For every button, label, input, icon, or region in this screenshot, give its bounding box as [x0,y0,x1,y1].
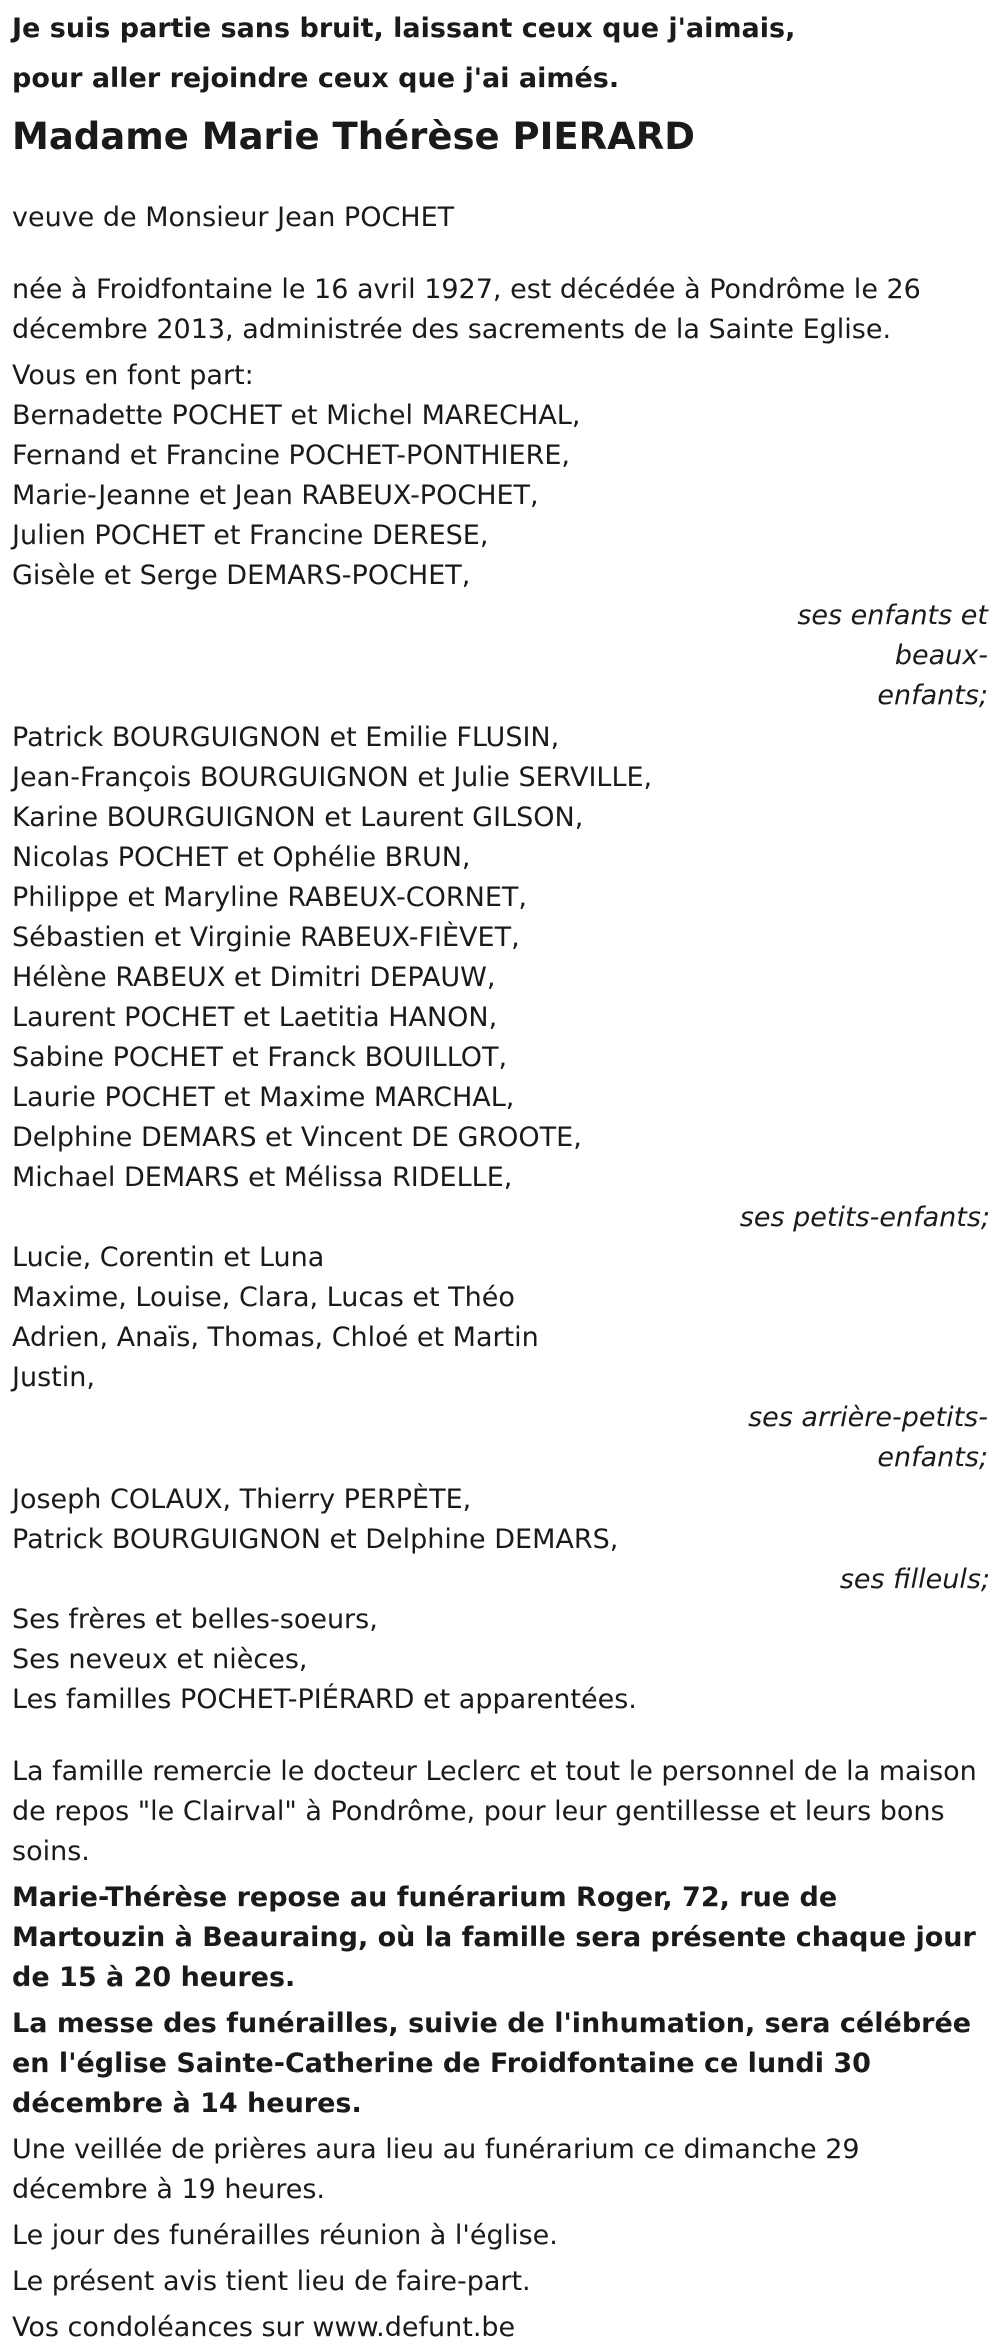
great-grandchildren-list [12,1238,988,1398]
birth-death-paragraph: née à Froidfontaine le 16 avril 1927, est décédée à Pondrôme le 26 décembre 2013, administrée des sacrements de la Sainte Eglise. [12,274,921,345]
mass-paragraph: La messe des funérailles, suivie de l'inhumation, sera célébrée en l'église Sainte-Catherine de Froidfontaine ce lundi 30 décembre à 14 heures. [12,2008,972,2119]
children-list [12,396,988,596]
funerarium-paragraph: Marie-Thérèse repose au funérarium Roger, 72, rue de Martouzin à Beauraing, où la famille sera présente chaque jour de 15 à 20 heures. [12,1882,976,1993]
list-item: Nicolas POCHET et Ophélie BRUN, [12,842,471,873]
list-item: Joseph COLAUX, Thierry PERPÈTE, [12,1484,472,1515]
list-item: Laurie POCHET et Maxime MARCHAL, [12,1082,515,1113]
epigraph [12,0,988,104]
great-grandchildren-role: ses arrière-petits-enfants; [748,1402,988,1473]
list-item: Sabine POCHET et Franck BOUILLOT, [12,1042,508,1073]
grandchildren-role: ses petits-enfants; [739,1202,990,1233]
list-item: Laurent POCHET et Laetitia HANON, [12,1002,498,1033]
children-role-wrap [12,596,988,716]
grandchildren-list [12,718,988,1198]
vigil-paragraph: Une veillée de prières aura lieu au funérarium ce dimanche 29 décembre à 19 heures. [12,2134,860,2205]
epigraph-line: Je suis partie sans bruit, laissant ceux que j'aimais, [12,13,796,44]
list-item: Fernand et Francine POCHET-PONTHIERE, [12,440,570,471]
list-item: Michael DEMARS et Mélissa RIDELLE, [12,1162,513,1193]
thanks-paragraph: La famille remercie le docteur Leclerc et tout le personnel de la maison de repos "le Clairval" à Pondrôme, pour leur gentillesse et leurs bons soins. [12,1756,977,1867]
list-item: Lucie, Corentin et Luna [12,1242,325,1273]
widow-of: veuve de Monsieur Jean POCHET [12,202,455,233]
children-role: ses enfants et beaux-enfants; [797,600,988,711]
list-item: Maxime, Louise, Clara, Lucas et Théo [12,1282,515,1313]
list-item: Bernadette POCHET et Michel MARECHAL, [12,400,581,431]
list-item: Les familles POCHET-PIÉRARD et apparentées. [12,1684,637,1715]
list-item: Ses frères et belles-soeurs, [12,1604,378,1635]
great-grandchildren-role-wrap [12,1398,988,1478]
list-item: Philippe et Maryline RABEUX-CORNET, [12,882,527,913]
list-item: Delphine DEMARS et Vincent DE GROOTE, [12,1122,582,1153]
list-item: Patrick BOURGUIGNON et Delphine DEMARS, [12,1524,619,1555]
notice-paragraph: Le présent avis tient lieu de faire-part. [12,2266,531,2297]
intro-line: Vous en font part: [12,360,254,391]
list-item: Sébastien et Virginie RABEUX-FIÈVET, [12,922,520,953]
list-item: Ses neveux et nièces, [12,1644,308,1675]
epigraph-line: pour aller rejoindre ceux que j'ai aimés. [12,63,620,94]
list-item: Adrien, Anaïs, Thomas, Chloé et Martin [12,1322,539,1353]
list-item: Patrick BOURGUIGNON et Emilie FLUSIN, [12,722,560,753]
list-item: Gisèle et Serge DEMARS-POCHET, [12,560,471,591]
condolences-paragraph: Vos condoléances sur www.defunt.be [12,2312,516,2343]
list-item: Jean-François BOURGUIGNON et Julie SERVILLE, [12,762,653,793]
deceased-name: Madame Marie Thérèse PIERARD [12,115,695,158]
godchildren-list [12,1480,988,1560]
list-item: Justin, [12,1362,95,1393]
list-item: Julien POCHET et Francine DERESE, [12,520,489,551]
others-list [12,1600,988,1720]
list-item: Marie-Jeanne et Jean RABEUX-POCHET, [12,480,539,511]
list-item: Hélène RABEUX et Dimitri DEPAUW, [12,962,496,993]
godchildren-role: ses filleuls; [839,1564,990,1595]
meeting-paragraph: Le jour des funérailles réunion à l'église. [12,2220,558,2251]
list-item: Karine BOURGUIGNON et Laurent GILSON, [12,802,584,833]
